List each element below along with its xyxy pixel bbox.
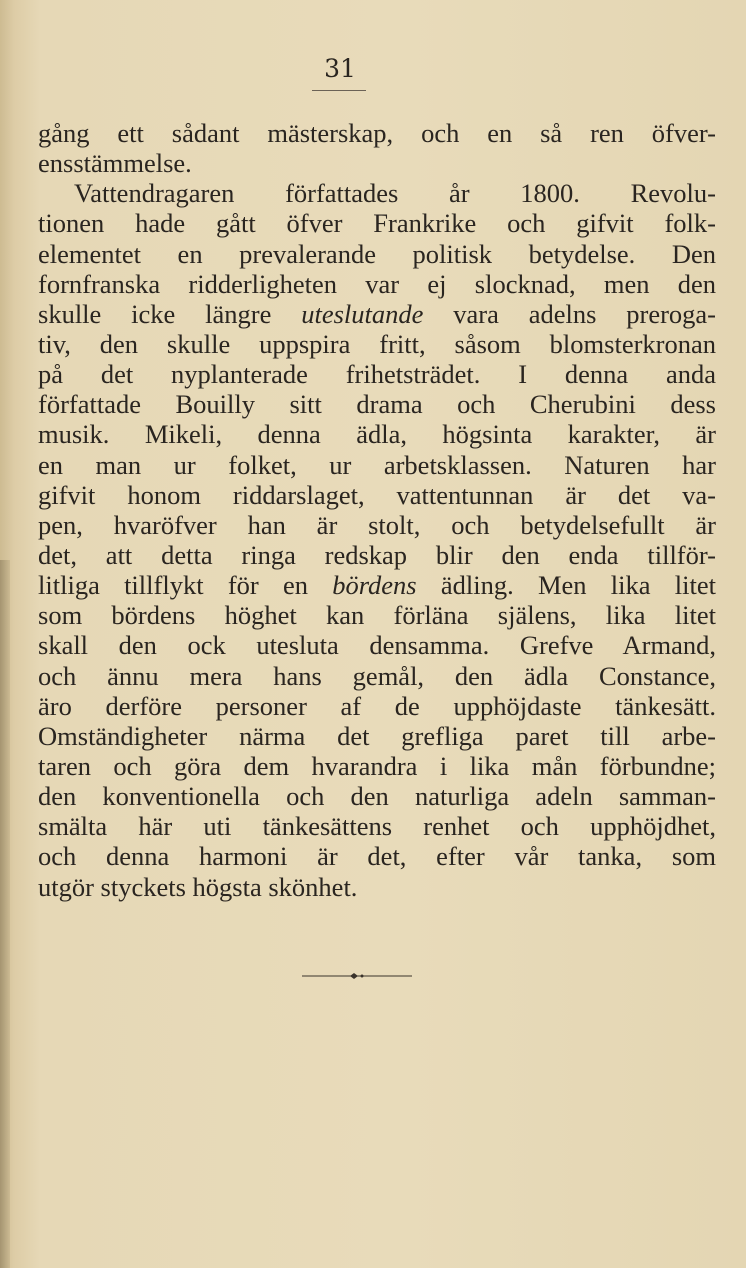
page-number: 31 — [324, 54, 356, 83]
line-text: äro derföre personer af de upphöjdaste tänkesätt. — [38, 690, 716, 721]
text-line — [38, 299, 716, 329]
text-line — [38, 661, 716, 691]
line-text: ensstämmelse. — [38, 148, 192, 179]
page-number-rule — [312, 90, 366, 91]
line-text: fornfranska ridderligheten var ej slocknad, men den — [38, 268, 716, 299]
text-line — [38, 148, 716, 178]
text-line — [38, 450, 716, 480]
line-text: smälta här uti tänkesättens renhet och upphöjdhet, — [38, 811, 716, 842]
line-text: Omständigheter närma det grefliga paret till arbe- — [38, 720, 716, 751]
section-end-ornament — [302, 971, 412, 981]
line-text: på det nyplanterade frihetsträdet. I denna anda — [38, 359, 716, 390]
text-line — [38, 811, 716, 841]
text-line — [38, 872, 716, 902]
line-text: skall den ock utesluta densamma. Grefve Armand, — [38, 630, 716, 661]
text-line — [38, 600, 716, 630]
italic-word: bördens — [332, 570, 417, 601]
text-line — [38, 208, 716, 238]
text-line — [38, 630, 716, 660]
text-line — [38, 389, 716, 419]
line-text: det, att detta ringa redskap blir den enda tillför- — [38, 539, 716, 570]
text-line — [38, 239, 716, 269]
line-text: vara adelns preroga- — [423, 298, 716, 329]
line-text: litliga tillflykt för en — [38, 570, 333, 601]
line-text: den konventionella och den naturliga adeln samman- — [38, 781, 716, 812]
text-line — [38, 841, 716, 871]
line-text: pen, hvaröfver han är stolt, och betydelsefullt är — [38, 509, 716, 540]
text-line — [38, 510, 716, 540]
line-text: och ännu mera hans gemål, den ädla Constance, — [38, 660, 716, 691]
text-line — [38, 480, 716, 510]
line-text: elementet en prevalerande politisk betydelse. Den — [38, 238, 716, 269]
line-text: gång ett sådant mästerskap, och en så ren öfver- — [38, 118, 716, 148]
text-line — [38, 178, 716, 208]
line-text: gifvit honom riddarslaget, vattentunnan är det va- — [38, 479, 716, 510]
text-line — [38, 721, 716, 751]
line-text: musik. Mikeli, denna ädla, högsinta karakter, är — [38, 419, 716, 450]
text-line — [38, 118, 716, 148]
book-spine-shadow — [0, 560, 10, 1268]
text-line — [38, 359, 716, 389]
line-text: skulle icke längre — [38, 298, 302, 329]
line-text: taren och göra dem hvarandra i lika mån förbundne; — [38, 750, 716, 781]
body-text — [38, 118, 716, 902]
text-line — [38, 691, 716, 721]
line-text: tiv, den skulle uppspira fritt, såsom blomsterkronan — [38, 328, 716, 359]
line-text: ädling. Men lika litet — [416, 570, 716, 601]
text-line — [38, 329, 716, 359]
line-text: och denna harmoni är det, efter vår tanka, som — [38, 841, 716, 872]
text-line — [38, 269, 716, 299]
line-text: tionen hade gått öfver Frankrike och gifvit folk- — [38, 208, 716, 239]
text-line — [38, 570, 716, 600]
italic-word: uteslutande — [301, 298, 424, 329]
line-text: utgör styckets högsta skönhet. — [38, 871, 358, 902]
text-line — [38, 781, 716, 811]
line-text: en man ur folket, ur arbetsklassen. Naturen har — [38, 449, 716, 480]
line-text: som bördens höghet kan förläna själens, lika litet — [38, 600, 716, 631]
line-text: Vattendragaren författades år 1800. Revolu- — [74, 178, 716, 209]
text-line — [38, 540, 716, 570]
line-text: författade Bouilly sitt drama och Cherubini dess — [38, 389, 716, 420]
text-line — [38, 751, 716, 781]
text-line — [38, 419, 716, 449]
